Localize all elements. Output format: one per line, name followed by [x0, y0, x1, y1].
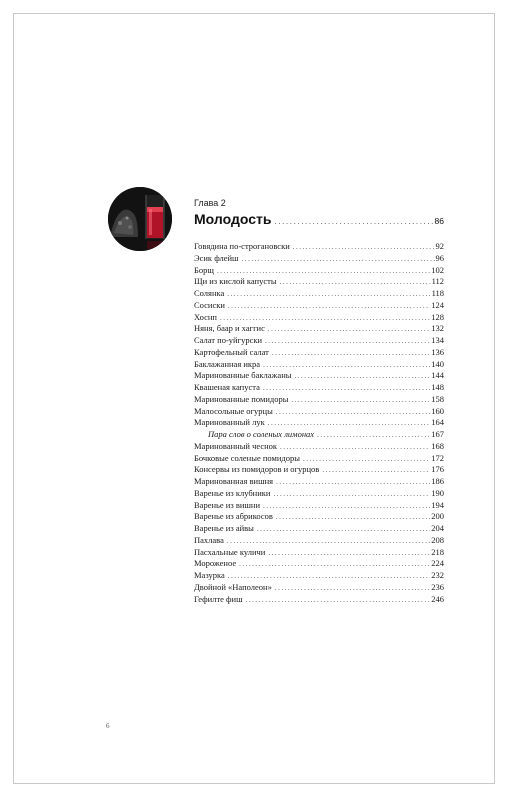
toc-entry-page: 128 — [431, 311, 444, 322]
toc-entry-page: 168 — [431, 440, 444, 451]
toc-entry-title: Варенье из айвы — [194, 523, 254, 533]
toc-entry-page: 102 — [431, 264, 444, 275]
toc-entry-title: Маринованные баклажаны — [194, 370, 292, 381]
toc-entry-page: 208 — [431, 534, 444, 545]
toc-entry-page: 167 — [431, 429, 444, 439]
toc-entry-title: Эсик флейш — [194, 252, 239, 263]
toc-entry[interactable] — [194, 500, 444, 512]
toc-entry[interactable] — [194, 394, 444, 406]
toc-entry-page: 112 — [431, 276, 444, 287]
toc-entry[interactable] — [194, 594, 444, 606]
toc-entry-page: 160 — [431, 405, 444, 416]
toc-entry-page: 176 — [431, 464, 444, 475]
toc-entry-page: 148 — [431, 382, 444, 392]
toc-entry-page: 144 — [431, 370, 444, 381]
toc-subentry[interactable] — [194, 429, 444, 441]
toc-entry-title: Варенье из абрикосов — [194, 511, 273, 522]
toc-entry[interactable] — [194, 535, 444, 547]
toc-entry[interactable] — [194, 570, 444, 582]
toc-leader-dots — [276, 408, 430, 416]
toc-entry-title: Варенье из вишни — [194, 499, 261, 510]
toc-entry[interactable] — [194, 558, 444, 570]
toc-entry[interactable] — [194, 300, 444, 312]
toc-entry-page: 134 — [431, 335, 444, 345]
toc-leader-dots — [272, 349, 430, 357]
toc-entry-title: Сосиски — [194, 299, 225, 310]
toc-leader-dots — [276, 513, 430, 521]
toc-leader-dots — [322, 466, 430, 474]
toc-entry-title: Мороженое — [194, 558, 237, 569]
toc-entry-page: 164 — [431, 417, 444, 428]
toc-leader-dots — [239, 560, 430, 568]
toc-entry-page: 194 — [431, 499, 444, 510]
toc-leader-dots — [246, 596, 431, 604]
toc-entry[interactable] — [194, 265, 444, 277]
toc-entry-title: Солянка — [194, 288, 225, 298]
toc-entry-title: Гефилте фиш — [194, 593, 243, 604]
toc-entry-title: Хоснп — [194, 311, 217, 322]
toc-entry-page: 158 — [431, 393, 444, 404]
toc-entry-page: 224 — [431, 558, 444, 569]
toc-entry[interactable] — [194, 582, 444, 594]
toc-leader-dots — [303, 455, 430, 463]
toc-entry-title: Баклажанная икра — [194, 358, 261, 369]
toc-leader-dots — [291, 396, 430, 404]
toc-entry-title: Малосольные огурцы — [194, 405, 273, 416]
toc-entry-title: Говядина по-строгановски — [194, 241, 290, 251]
toc-entry-title: Пахлава — [194, 534, 224, 545]
toc-leader-dots — [242, 255, 435, 263]
toc-entry-title: Двойной «Наполеон» — [194, 581, 272, 592]
toc-entry-page: 96 — [435, 252, 444, 263]
toc-leader-dots — [273, 490, 430, 498]
toc-entry-title: Консервы из помидоров и огурцов — [194, 464, 320, 475]
toc-leader-dots — [268, 419, 431, 427]
toc-entry-page: 124 — [431, 299, 444, 310]
toc-leader-dots — [220, 314, 430, 322]
toc-entry[interactable] — [194, 241, 444, 253]
chapter-label: Глава 2 — [194, 198, 226, 208]
toc-entry[interactable] — [194, 347, 444, 359]
toc-entry-page: 236 — [431, 581, 444, 592]
toc-leader-dots — [268, 549, 430, 557]
toc-entry-title: Варенье из клубники — [194, 487, 271, 498]
toc-entry-page: 218 — [431, 546, 444, 557]
toc-leader-dots — [275, 584, 430, 592]
chapter-page-number: 86 — [434, 216, 444, 226]
toc-entry-title: Борщ — [194, 264, 214, 275]
toc-leader-dots — [317, 431, 430, 439]
toc-entry-title: Пасхальные куличи — [194, 546, 266, 557]
chapter-leader-dots — [274, 217, 432, 226]
toc-leader-dots — [265, 337, 430, 345]
toc-leader-dots — [257, 525, 430, 533]
toc-entry-title: Квашеная капуста — [194, 382, 260, 392]
toc-entry-page: 186 — [431, 476, 444, 486]
toc-entry[interactable] — [194, 523, 444, 535]
toc-entry-page: 172 — [431, 452, 444, 463]
toc-entry[interactable] — [194, 547, 444, 559]
toc-leader-dots — [280, 443, 430, 451]
toc-entry-title: Маринованные помидоры — [194, 393, 289, 404]
toc-entry-page: 140 — [431, 358, 444, 369]
toc-entry[interactable] — [194, 370, 444, 382]
toc-leader-dots — [280, 278, 431, 286]
chapter-photo-image — [108, 187, 172, 251]
toc-leader-dots — [227, 537, 430, 545]
toc-entry-page: 118 — [431, 288, 444, 298]
toc-entry[interactable] — [194, 276, 444, 288]
toc-entry-title: Няня, бааp и хаггис — [194, 323, 265, 334]
toc-entry[interactable] — [194, 406, 444, 418]
toc-entry[interactable] — [194, 464, 444, 476]
table-of-contents — [194, 241, 444, 605]
page-number: 6 — [106, 722, 110, 730]
toc-entry-title: Пара слов о соленых лимонах — [208, 429, 315, 439]
toc-leader-dots — [293, 243, 435, 251]
toc-entry[interactable] — [194, 476, 444, 488]
toc-entry-page: 136 — [431, 346, 444, 357]
chapter-photo — [108, 187, 172, 251]
toc-entry-page: 204 — [431, 523, 444, 533]
toc-entry[interactable] — [194, 335, 444, 347]
toc-entry[interactable] — [194, 417, 444, 429]
toc-entry[interactable] — [194, 441, 444, 453]
toc-entry-page: 232 — [431, 570, 444, 580]
toc-entry[interactable] — [194, 312, 444, 324]
toc-entry-title: Маринованный чеснок — [194, 440, 278, 451]
toc-leader-dots — [276, 478, 430, 486]
toc-leader-dots — [228, 302, 430, 310]
toc-entry[interactable] — [194, 511, 444, 523]
toc-entry-title: Щи из кислой капусты — [194, 276, 277, 287]
chapter-title: Молодость — [194, 211, 272, 227]
toc-leader-dots — [263, 502, 430, 510]
toc-leader-dots — [227, 290, 430, 298]
toc-entry-page: 92 — [435, 241, 444, 251]
toc-entry-title: Мазурка — [194, 570, 225, 580]
toc-leader-dots — [268, 325, 430, 333]
toc-leader-dots — [263, 361, 430, 369]
toc-entry-page: 190 — [431, 487, 444, 498]
toc-entry-title: Салат по-уйгурски — [194, 335, 263, 345]
toc-entry[interactable] — [194, 253, 444, 265]
toc-leader-dots — [217, 267, 430, 275]
toc-entry-page: 246 — [431, 593, 444, 604]
toc-leader-dots — [228, 572, 430, 580]
toc-entry-page: 200 — [431, 511, 444, 522]
chapter-heading[interactable] — [194, 211, 444, 227]
toc-entry-title: Бочковые соленые помидоры — [194, 452, 300, 463]
toc-entry-title: Маринованный лук — [194, 417, 265, 428]
toc-entry[interactable] — [194, 382, 444, 394]
toc-leader-dots — [263, 384, 430, 392]
toc-entry[interactable] — [194, 453, 444, 465]
toc-entry[interactable] — [194, 323, 444, 335]
toc-entry-title: Маринованная вишня — [194, 476, 274, 486]
toc-entry-title: Картофельный салат — [194, 346, 269, 357]
toc-entry[interactable] — [194, 288, 444, 300]
toc-leader-dots — [294, 372, 430, 380]
toc-entry[interactable] — [194, 359, 444, 371]
toc-entry-page: 132 — [431, 323, 444, 334]
toc-entry[interactable] — [194, 488, 444, 500]
